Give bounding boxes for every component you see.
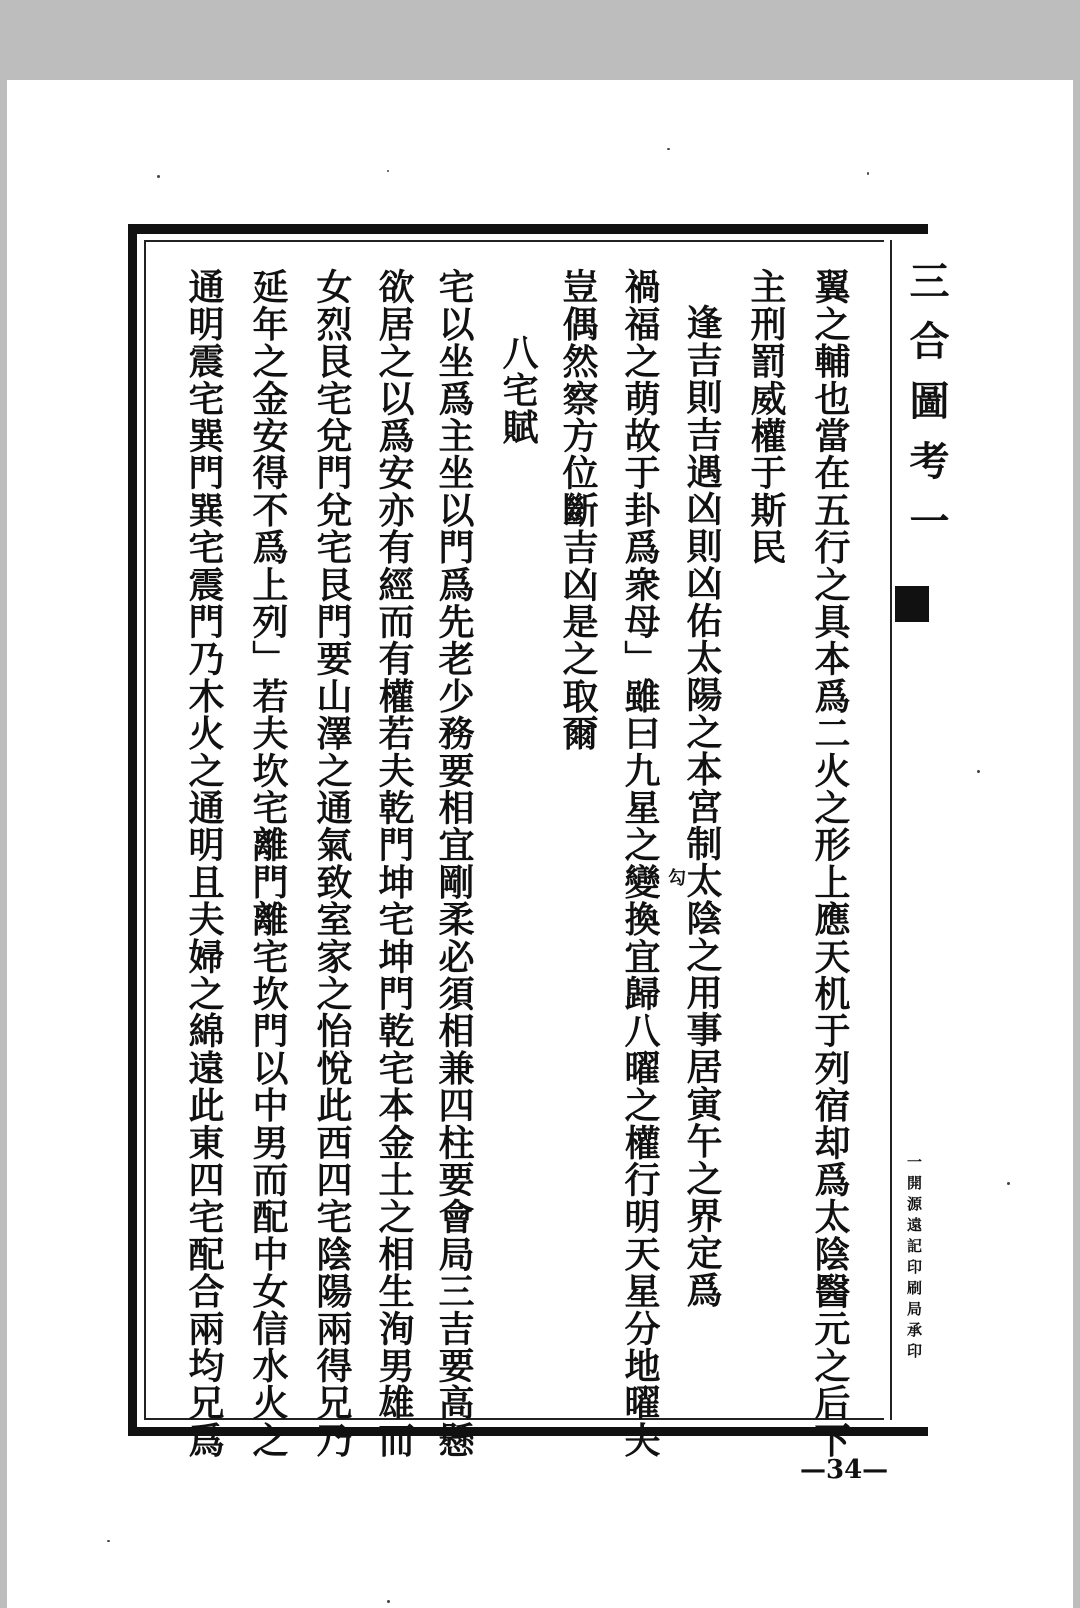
scan-speck [387,1600,390,1603]
margin-annotation: 勾 [668,868,686,889]
text-column-4: 禍福之萌故于卦爲衆母」雖曰九星之變換宜歸八曜之權行明天星分地曜夫 [619,268,661,1459]
text-column-10: 延年之金安得不爲上列」若夫坎宅離門離宅坎門以中男而配中女信水火之 [247,268,289,1459]
scan-speck [867,172,869,175]
scan-speck [1007,1182,1010,1185]
text-column-1: 翼之輔也當在五行之具本爲二火之形上應天机于列宿却爲太陰醫元之后下 [809,268,851,1459]
fishtail-mark [895,586,929,622]
scan-speck [107,1540,110,1542]
text-column-11: 通明震宅巽門巽宅震門乃木火之通明且夫婦之綿遠此東四宅配合兩均兄爲 [183,268,225,1459]
text-column-2: 主刑罰威權于斯民 [745,268,787,566]
book-title: 三合圖考一 [903,260,950,560]
text-column-5: 豈偶然察方位斷吉凶是之取爾 [557,268,599,752]
text-column-9: 女烈艮宅兌門兌宅艮門要山澤之通氣致室家之怡悅此西四宅陰陽兩得兄乃 [311,268,353,1459]
text-column-8: 欲居之以爲安亦有經而有權若夫乾門坤宅坤門乾宅本金土之相生洵男雄而 [373,268,415,1459]
text-column-7: 宅以坐爲主坐以門爲先老少務要相宜剛柔必須相兼四柱要會局三吉要高懸 [433,268,475,1459]
section-heading: 八宅賦 [497,334,539,446]
scan-speck [977,770,980,773]
printer-imprint: 一開源遠記印刷局承印 [905,1154,923,1364]
spine-divider [890,240,892,1420]
scan-speck [387,170,389,172]
text-column-3: 逢吉則吉遇凶則凶佑太陽之本宮制太陰之用事居寅午之界定爲 [681,304,723,1309]
scan-speck [157,175,160,178]
page-number: —34— [800,1455,889,1485]
scan-speck [667,148,670,150]
